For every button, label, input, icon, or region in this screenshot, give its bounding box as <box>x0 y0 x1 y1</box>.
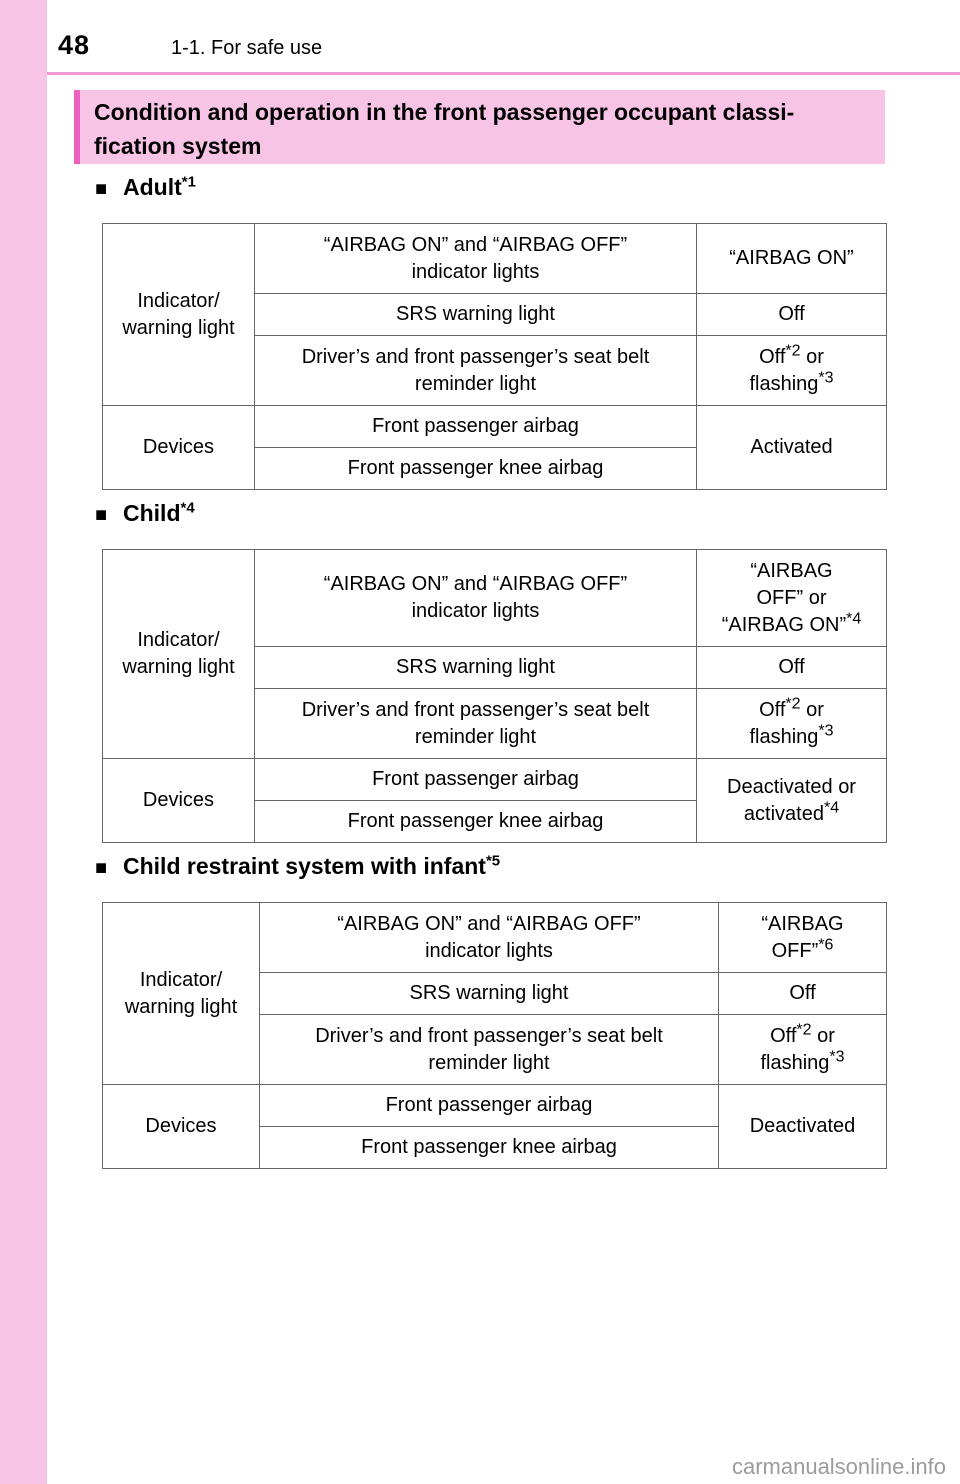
belt-label-cell: Driver’s and front passenger’s seat belt reminder light <box>255 689 697 759</box>
front-airbag-cell: Front passenger airbag <box>255 406 697 448</box>
devices-value-cell: Deactivated <box>719 1085 887 1169</box>
devices-label-cell: Devices <box>103 1085 260 1169</box>
header-rule <box>47 72 960 75</box>
infant-heading <box>95 853 500 880</box>
srs-label-cell: SRS warning light <box>255 294 697 336</box>
child-heading <box>95 500 195 527</box>
srs-value-cell: Off <box>697 294 887 336</box>
child-heading-note: *4 <box>180 499 195 517</box>
infant-heading-text: Child restraint system with infant <box>123 853 486 879</box>
belt-value-cell: Off$^{*2}$ or flashing$^{*3}$ <box>697 336 887 406</box>
indicator-label-cell: Indicator/ warning light <box>103 550 255 759</box>
srs-label-cell: SRS warning light <box>255 647 697 689</box>
srs-value-cell: Off <box>697 647 887 689</box>
airbag-indicator-label-cell: “AIRBAG ON” and “AIRBAG OFF” indicator lights <box>260 903 719 973</box>
section-title-line-2: fication system <box>94 133 262 159</box>
belt-value-cell: Off$^{*2}$ or flashing$^{*3}$ <box>697 689 887 759</box>
srs-label-cell: SRS warning light <box>260 973 719 1015</box>
devices-value-cell: Activated <box>697 406 887 490</box>
child-table <box>102 549 887 843</box>
bullet-icon: ■ <box>95 504 108 526</box>
adult-heading-note: *1 <box>181 173 196 191</box>
knee-airbag-cell: Front passenger knee airbag <box>255 801 697 843</box>
breadcrumb: 1-1. For safe use <box>171 37 323 59</box>
airbag-indicator-label-cell: “AIRBAG ON” and “AIRBAG OFF” indicator lights <box>255 224 697 294</box>
devices-label-cell: Devices <box>103 759 255 843</box>
airbag-indicator-value-cell: “AIRBAG OFF”$^{*6}$ <box>719 903 887 973</box>
knee-airbag-cell: Front passenger knee airbag <box>255 448 697 490</box>
belt-value-cell: Off$^{*2}$ or flashing$^{*3}$ <box>719 1015 887 1085</box>
airbag-indicator-label-cell: “AIRBAG ON” and “AIRBAG OFF” indicator lights <box>255 550 697 647</box>
section-title-line-1: Condition and operation in the front passenger occupant classi- <box>94 99 795 125</box>
devices-label-cell: Devices <box>103 406 255 490</box>
section-title <box>74 90 885 164</box>
infant-heading-note: *5 <box>485 852 501 870</box>
srs-value-cell: Off <box>719 973 887 1015</box>
bullet-icon: ■ <box>95 857 108 879</box>
indicator-label-cell: Indicator/ warning light <box>103 224 255 406</box>
front-airbag-cell: Front passenger airbag <box>255 759 697 801</box>
belt-label-cell: Driver’s and front passenger’s seat belt reminder light <box>255 336 697 406</box>
devices-value-cell: Deactivated or activated$^{*4}$ <box>697 759 887 843</box>
adult-heading <box>95 174 196 201</box>
indicator-label-cell: Indicator/ warning light <box>103 903 260 1085</box>
adult-heading-text: Adult <box>123 174 182 200</box>
page-number: 48 <box>58 30 91 60</box>
page-margin-bar <box>0 0 47 1484</box>
belt-label-cell: Driver’s and front passenger’s seat belt reminder light <box>260 1015 719 1085</box>
infant-table <box>102 902 887 1169</box>
front-airbag-cell: Front passenger airbag <box>260 1085 719 1127</box>
knee-airbag-cell: Front passenger knee airbag <box>260 1127 719 1169</box>
watermark: carmanualsonline.info <box>731 1454 946 1479</box>
child-heading-text: Child <box>123 500 181 526</box>
adult-table <box>102 223 887 490</box>
airbag-indicator-value-cell: “AIRBAG OFF” or “AIRBAG ON”$^{*4}$ <box>697 550 887 647</box>
airbag-indicator-value-cell: “AIRBAG ON” <box>697 224 887 294</box>
bullet-icon: ■ <box>95 178 108 200</box>
